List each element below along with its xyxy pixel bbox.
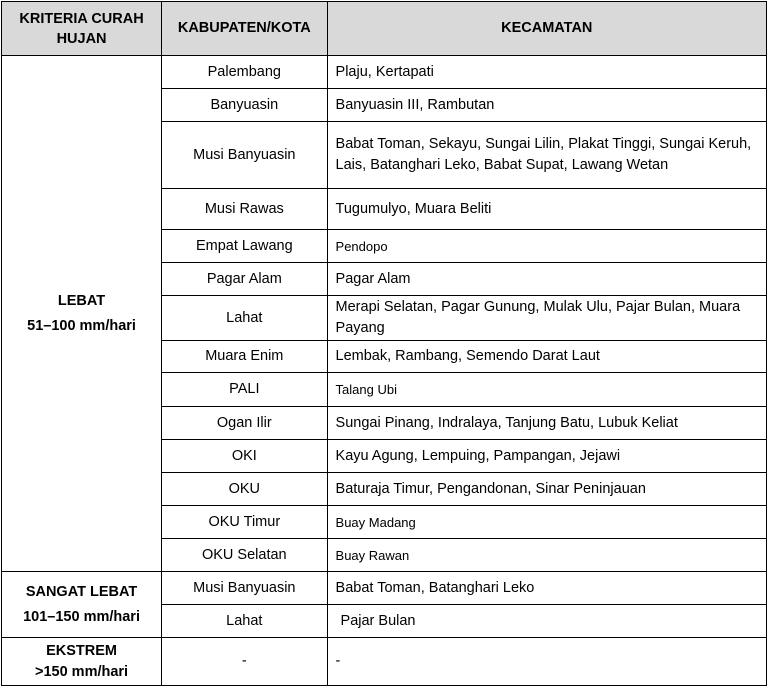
header-kabupaten: KABUPATEN/KOTA — [162, 2, 327, 56]
criteria-cell-sangat-lebat — [2, 572, 162, 638]
kabupaten-cell: OKU Selatan — [162, 539, 327, 572]
kabupaten-cell: PALI — [162, 373, 327, 407]
header-row — [2, 2, 767, 56]
criteria-label: LEBAT — [57, 292, 106, 309]
kabupaten-cell: Musi Banyuasin — [162, 122, 327, 189]
kecamatan-cell: Babat Toman, Sekayu, Sungai Lilin, Plakat Tinggi, Sungai Keruh, Lais, Batanghari Leko, Babat Supat, Lawang Wetan — [327, 122, 766, 189]
criteria-range: >150 mm/hari — [34, 663, 129, 680]
kecamatan-cell: Pagar Alam — [327, 263, 766, 296]
kecamatan-cell: Babat Toman, Batanghari Leko — [327, 572, 766, 605]
kabupaten-cell: Palembang — [162, 56, 327, 89]
kabupaten-cell: Muara Enim — [162, 341, 327, 373]
kabupaten-cell: Lahat — [162, 296, 327, 341]
kabupaten-cell: Lahat — [162, 605, 327, 638]
kecamatan-cell: Lembak, Rambang, Semendo Darat Laut — [327, 341, 766, 373]
kabupaten-cell: Ogan Ilir — [162, 407, 327, 440]
header-kecamatan: KECAMATAN — [327, 2, 766, 56]
kecamatan-cell: Buay Rawan — [327, 539, 766, 572]
criteria-cell-lebat — [2, 56, 162, 572]
kecamatan-cell: Pajar Bulan — [327, 605, 766, 638]
kecamatan-cell: Plaju, Kertapati — [327, 56, 766, 89]
kabupaten-cell: Banyuasin — [162, 89, 327, 122]
kecamatan-cell: Buay Madang — [327, 506, 766, 539]
table-row — [2, 572, 767, 605]
kecamatan-cell: Merapi Selatan, Pagar Gunung, Mulak Ulu, Pajar Bulan, Muara Payang — [327, 296, 766, 341]
kabupaten-cell: Musi Rawas — [162, 189, 327, 230]
kecamatan-cell: Baturaja Timur, Pengandonan, Sinar Peninjauan — [327, 473, 766, 506]
table-row — [2, 56, 767, 89]
kecamatan-cell: Tugumulyo, Muara Beliti — [327, 189, 766, 230]
kecamatan-cell: Talang Ubi — [327, 373, 766, 407]
criteria-label: EKSTREM — [46, 642, 117, 659]
kecamatan-cell: Sungai Pinang, Indralaya, Tanjung Batu, Lubuk Keliat — [327, 407, 766, 440]
kecamatan-cell: - — [327, 638, 766, 686]
criteria-range: 101–150 mm/hari — [23, 608, 140, 625]
rainfall-table — [1, 1, 767, 686]
kecamatan-cell: Kayu Agung, Lempuing, Pampangan, Jejawi — [327, 440, 766, 473]
criteria-range: 51–100 mm/hari — [27, 317, 136, 334]
kabupaten-cell: - — [162, 638, 327, 686]
table-row — [2, 638, 767, 686]
kabupaten-cell: Empat Lawang — [162, 230, 327, 263]
kabupaten-cell: OKU — [162, 473, 327, 506]
kabupaten-cell: Musi Banyuasin — [162, 572, 327, 605]
kecamatan-cell: Banyuasin III, Rambutan — [327, 89, 766, 122]
criteria-label: SANGAT LEBAT — [25, 583, 138, 600]
header-kriteria: KRITERIA CURAH HUJAN — [2, 2, 162, 56]
kabupaten-cell: OKU Timur — [162, 506, 327, 539]
kecamatan-cell: Pendopo — [327, 230, 766, 263]
kabupaten-cell: Pagar Alam — [162, 263, 327, 296]
criteria-cell-ekstrem — [2, 638, 162, 686]
kabupaten-cell: OKI — [162, 440, 327, 473]
